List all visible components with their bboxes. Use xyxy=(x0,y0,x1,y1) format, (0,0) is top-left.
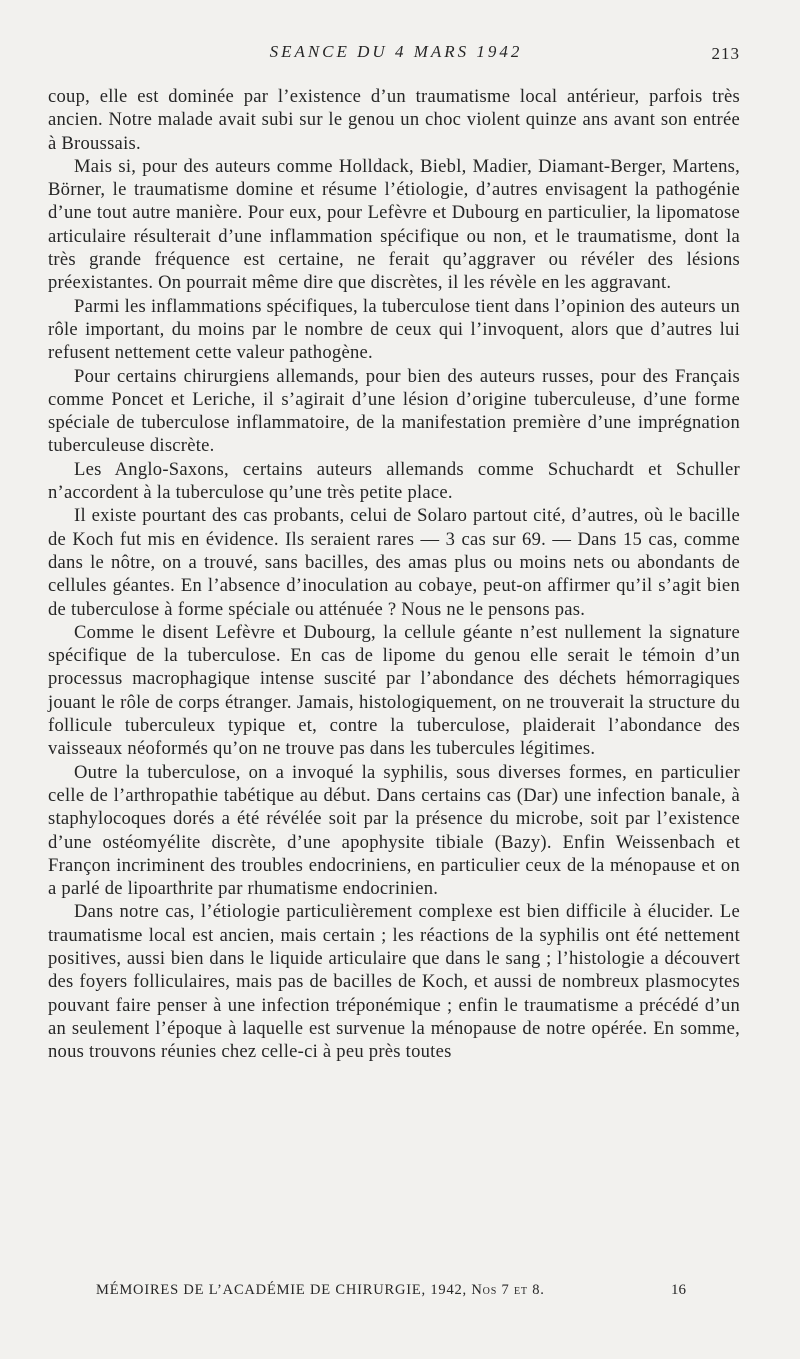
paragraph: Parmi les inflammations spécifiques, la tuberculose tient dans l’opinion des auteurs un rôle important, du moins par le nombre de ceux qui l’invoquent, alors que d’autres lui refusent nettement cette valeur pathogène. xyxy=(48,295,740,364)
paragraph: coup, elle est dominée par l’existence d’un traumatisme local antérieur, parfois très ancien. Notre malade avait subi sur le genou un choc violent quinze ans avant son entrée à Broussais. xyxy=(48,86,740,154)
paragraph: Dans notre cas, l’étiologie particulièrement complexe est bien difficile à élucider. Le traumatisme local est ancien, mais certain ; les réactions de la syphilis ont été nettement positives, aussi bien dans le liquide articulaire que dans le sang ; l’histologie a découvert des foyers folliculaires, mais pas de bacilles de Koch, et aussi de nombreux plasmocytes pouvant faire penser à une infection tréponémique ; enfin le traumatisme a précédé d’un an seulement l’époque à laquelle est survenue la ménopause de notre opérée. En somme, nous trouvons réunies chez celle-ci à peu près toutes xyxy=(48,901,740,1063)
page-footer xyxy=(96,1282,696,1304)
journal-reference: MÉMOIRES DE L’ACADÉMIE DE CHIRURGIE, 1942, Nos 7 et 8. xyxy=(96,1282,545,1298)
paragraph: Pour certains chirurgiens allemands, pour bien des auteurs russes, pour des Français comme Poncet et Leriche, il s’agirait d’une lésion d’origine tuberculeuse, d’une forme spéciale de tuberculose inflammatoire, de la manifestation première d’une imprégnation tuberculeuse discrète. xyxy=(48,365,740,457)
header-title: SEANCE DU 4 MARS 1942 xyxy=(269,42,523,61)
paragraph: Il existe pourtant des cas probants, celui de Solaro partout cité, d’autres, où le bacille de Koch fut mis en évidence. Ils seraient rares — 3 cas sur 69. — Dans 15 cas, comme dans le nôtre, on a trouvé, sans bacilles, des amas plus ou moins nets ou abondants de cellules géantes. En l’absence d’inoculation au cobaye, peut-on affirmer qu’il s’agit bien de tuberculose à forme spéciale ou atténuée ? Nous ne le pensons pas. xyxy=(48,505,740,620)
paragraph: Mais si, pour des auteurs comme Holldack, Biebl, Madier, Diamant-Berger, Martens, Börner, le traumatisme domine et résume l’étiologie, d’autres envisagent la pathogénie d’une tout autre manière. Pour eux, pour Lefèvre et Dubourg en particulier, la lipomatose articulaire résulterait d’une inflammation spécifique ou non, et le traumatisme, dont la très grande fréquence est certaine, ne ferait qu’aggraver ou révéler des lésions préexistantes. On pourrait même dire que discrètes, il les révèle en les aggravant. xyxy=(48,155,740,294)
paragraph: Comme le disent Lefèvre et Dubourg, la cellule géante n’est nullement la signature spécifique de la tuberculose. En cas de lipome du genou elle serait le témoin d’un processus macrophagique intense suscité par l’abondance des déchets hémorragiques jouant le rôle de corps étranger. Jamais, histologiquement, on ne trouverait la structure du follicule tuberculeux typique et, contre la tuberculose, plaiderait l’abondance des vaisseaux néoformés qu’on ne trouve pas dans les tubercules légitimes. xyxy=(48,621,740,760)
page-number: 213 xyxy=(711,44,740,63)
running-header xyxy=(48,42,744,72)
paragraph: Outre la tuberculose, on a invoqué la syphilis, sous diverses formes, en particulier celle de l’arthropathie tabétique au début. Dans certains cas (Dar) une infection banale, à staphylocoques dorés a été révélée soit par la présence du microbe, soit par l’existence d’une ostéomyélite discrète, d’une apophysite tibiale (Bazy). Enfin Weissenbach et Françon incriminent des troubles endocriniens, en particulier ceux de la ménopause et on a parlé de lipoarthrite par rhumatisme endocrinien. xyxy=(48,761,740,900)
body-text xyxy=(48,85,740,1063)
sheet-number: 16 xyxy=(671,1282,686,1298)
paragraph: Les Anglo-Saxons, certains auteurs allemands comme Schuchardt et Schuller n’accordent à la tuberculose qu’une très petite place. xyxy=(48,458,740,504)
